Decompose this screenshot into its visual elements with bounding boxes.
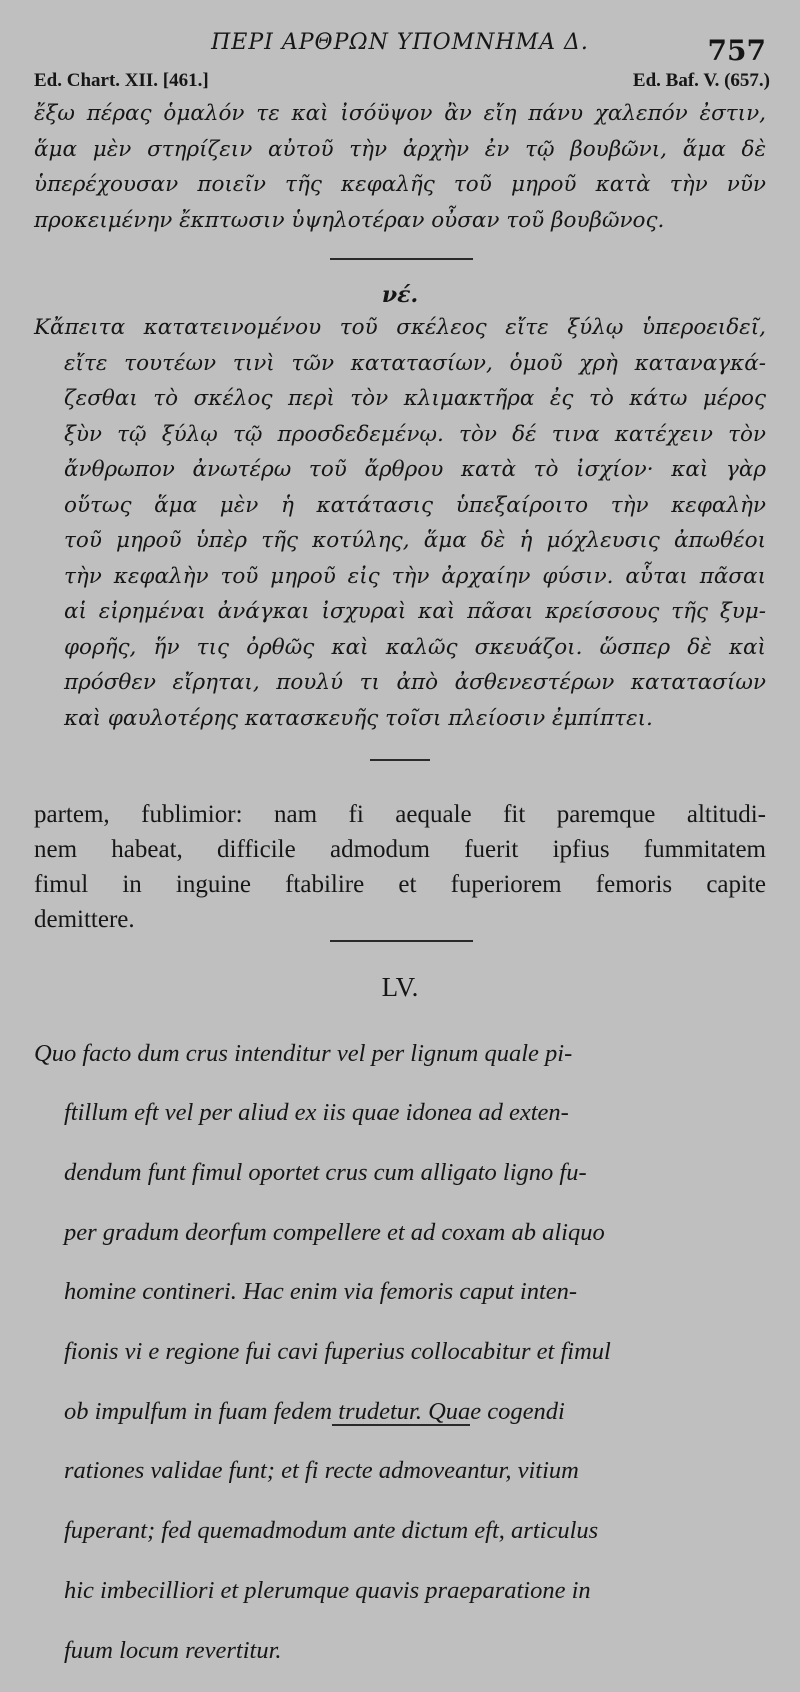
text-line: ὑπερέχουσαν ποιεῖν τῆς κεφαλῆς τοῦ μηροῦ κατὰ τὴν νῦν bbox=[34, 172, 766, 197]
text-line: demittere. bbox=[34, 906, 135, 933]
page-number: 757 bbox=[707, 34, 766, 67]
text-line: πρόσθεν εἴρηται, πουλύ τι ἀπὸ ἀσθενεστέρων κατατασίων bbox=[64, 670, 766, 695]
text-line: Κἄπειτα κατατεινομένου τοῦ σκέλεος εἴτε ξύλῳ ὑπεροειδεῖ, bbox=[34, 315, 766, 340]
text-line: τὴν κεφαλὴν τοῦ μηροῦ εἰς τὴν ἀρχαίην φύσιν. αὗται πᾶσαι bbox=[64, 563, 766, 589]
edition-left: Ed. Chart. XII. [461.] bbox=[34, 70, 209, 91]
text-line: fionis vi e regione fui cavi fuperius collocabitur et fimul bbox=[64, 1338, 611, 1366]
text-line: εἴτε τουτέων τινὶ τῶν κατατασίων, ὁμοῦ χρὴ καταναγκά- bbox=[64, 350, 766, 376]
divider-rule bbox=[330, 940, 473, 942]
latin-top-paragraph bbox=[34, 797, 766, 937]
text-line: ob impulfum in fuam fedem trudetur. Quae cogendi bbox=[64, 1397, 565, 1425]
text-line: fuum locum revertitur. bbox=[64, 1636, 282, 1664]
text-line: φορῆς, ἥν τις ὀρθῶς καὶ καλῶς σκευάζοι. ὥσπερ δὲ καὶ bbox=[64, 634, 766, 660]
greek-top-paragraph bbox=[34, 96, 766, 238]
text-line: ἄνθρωπον ἀνωτέρω τοῦ ἄρθρου κατὰ τὸ ἰσχίον· καὶ γὰρ bbox=[64, 457, 766, 482]
text-line: homine contineri. Hac enim via femoris caput inten- bbox=[64, 1278, 578, 1306]
text-line: fuperant; fed quemadmodum ante dictum eft, articulus bbox=[64, 1517, 599, 1545]
divider-rule bbox=[332, 1424, 470, 1426]
running-title: ΠΕΡΙ ΑΡΘΡΩΝ ΥΠΟΜΝΗΜΑ Δ. bbox=[211, 30, 589, 55]
text-line: αἱ εἰρημέναι ἀνάγκαι ἰσχυραὶ καὶ πᾶσαι κρείσσους τῆς ξυμ- bbox=[64, 599, 766, 624]
text-line: partem, fublimior: nam fi aequale fit paremque altitudi- bbox=[34, 801, 766, 828]
text-line: rationes validae funt; et fi recte admoveantur, vitium bbox=[64, 1457, 579, 1485]
text-line: ζεσθαι τὸ σκέλος περὶ τὸν κλιμακτῆρα ἐς τὸ κάτω μέρος bbox=[64, 386, 766, 411]
greek-section-paragraph bbox=[34, 310, 766, 736]
text-line: ἅμα μὲν στηρίζειν αὐτοῦ τὴν ἀρχὴν ἐν τῷ βουβῶνι, ἅμα δὲ bbox=[34, 136, 766, 162]
latin-section-number: LV. bbox=[381, 972, 419, 1002]
text-line: per gradum deorfum compellere et ad coxam ab aliquo bbox=[64, 1218, 605, 1246]
greek-section-number: νέ. bbox=[381, 282, 419, 308]
text-line: τοῦ μηροῦ ὑπὲρ τῆς κοτύλης, ἅμα δὲ ἡ μόχλευσις ἀπωθέοι bbox=[64, 528, 766, 553]
text-line: hic imbecilliori et plerumque quavis praeparatione in bbox=[64, 1576, 591, 1604]
latin-section-paragraph bbox=[34, 1011, 766, 1692]
text-line: fimul in inguine ftabilire et fuperiorem femoris capite bbox=[34, 871, 766, 898]
text-line: ἔξω πέρας ὁμαλόν τε καὶ ἰσόϋψον ἂν εἴη πάνυ χαλεπόν ἐστιν, bbox=[34, 101, 766, 126]
text-line: προκειμένην ἔκπτωσιν ὑψηλοτέραν οὖσαν τοῦ βουβῶνος. bbox=[34, 207, 665, 233]
text-line: καὶ φαυλοτέρης κατασκευῆς τοῖσι πλείοσιν ἐμπίπτει. bbox=[64, 705, 653, 731]
edition-right: Ed. Baf. V. (657.) bbox=[632, 70, 770, 91]
text-line: dendum funt fimul oportet crus cum alligato ligno fu- bbox=[64, 1158, 587, 1186]
divider-rule bbox=[370, 759, 430, 761]
text-line: Quo facto dum crus intenditur vel per lignum quale pi- bbox=[34, 1039, 573, 1067]
edition-line bbox=[34, 70, 770, 92]
text-line: ftillum eft vel per aliud ex iis quae idonea ad exten- bbox=[64, 1099, 569, 1127]
text-line: οὕτως ἅμα μὲν ἡ κατάτασις ὑπεξαίροιτο τὴν κεφαλὴν bbox=[64, 492, 766, 518]
text-line: nem habeat, difficile admodum fuerit ipfius fummitatem bbox=[34, 836, 766, 863]
divider-rule bbox=[330, 258, 473, 260]
text-line: ξὺν τῷ ξύλῳ τῷ προσδεδεμένῳ. τὸν δέ τινα κατέχειν τὸν bbox=[64, 421, 766, 447]
